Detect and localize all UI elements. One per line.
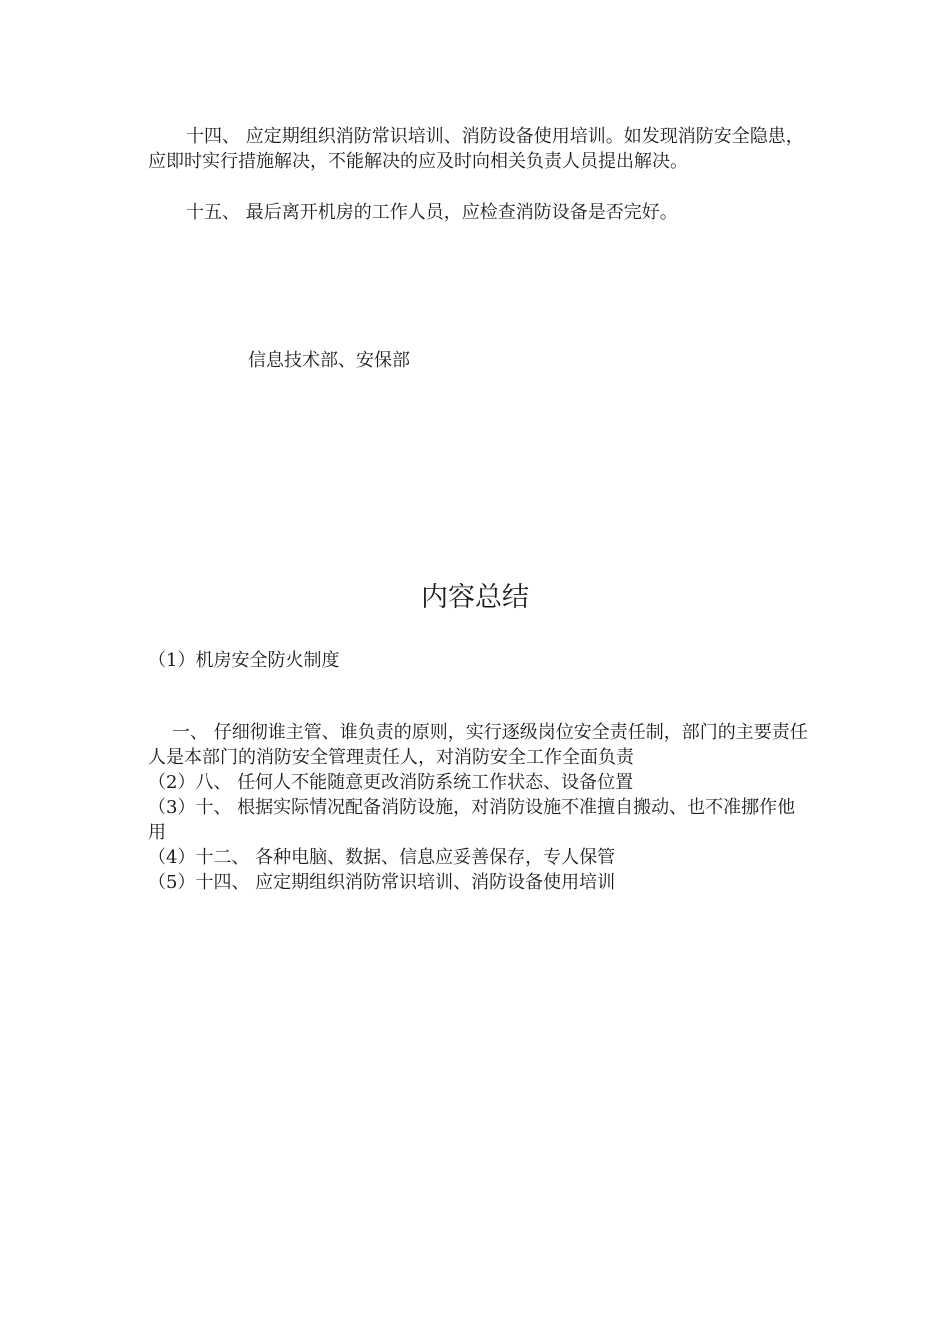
summary-item-5: （5）十四、 应定期组织消防常识培训、消防设备使用培训 (148, 872, 616, 893)
summary-item-4: （4）十二、 各种电脑、数据、信息应妥善保存，专人保管 (148, 847, 616, 868)
summary-body (148, 720, 808, 895)
signature-department: 信息技术部、安保部 (248, 350, 410, 371)
paragraph-fourteen: 十四、 应定期组织消防常识培训、消防设备使用培训。如发现消防安全隐患，应即时实行措施解决，不能解决的应及时向相关负责人员提出解决。 (148, 126, 804, 172)
summary-item-2: （2）八、 任何人不能随意更改消防系统工作状态、设备位置 (148, 772, 634, 793)
summary-title: 内容总结 (421, 582, 529, 613)
paragraph-fifteen: 十五、 最后离开机房的工作人员，应检查消防设备是否完好。 (186, 202, 678, 223)
summary-item-3: （3）十、 根据实际情况配备消防设施，对消防设施不准擅自搬动、也不准挪作他用 (148, 797, 796, 843)
summary-item-1: 一、 仔细彻谁主管、谁负责的原则，实行逐级岗位安全责任制，部门的主要责任人是本部门的消防安全管理责任人，对消防安全工作全面负责 (148, 722, 808, 768)
summary-subtitle: （1）机房安全防火制度 (148, 650, 340, 671)
